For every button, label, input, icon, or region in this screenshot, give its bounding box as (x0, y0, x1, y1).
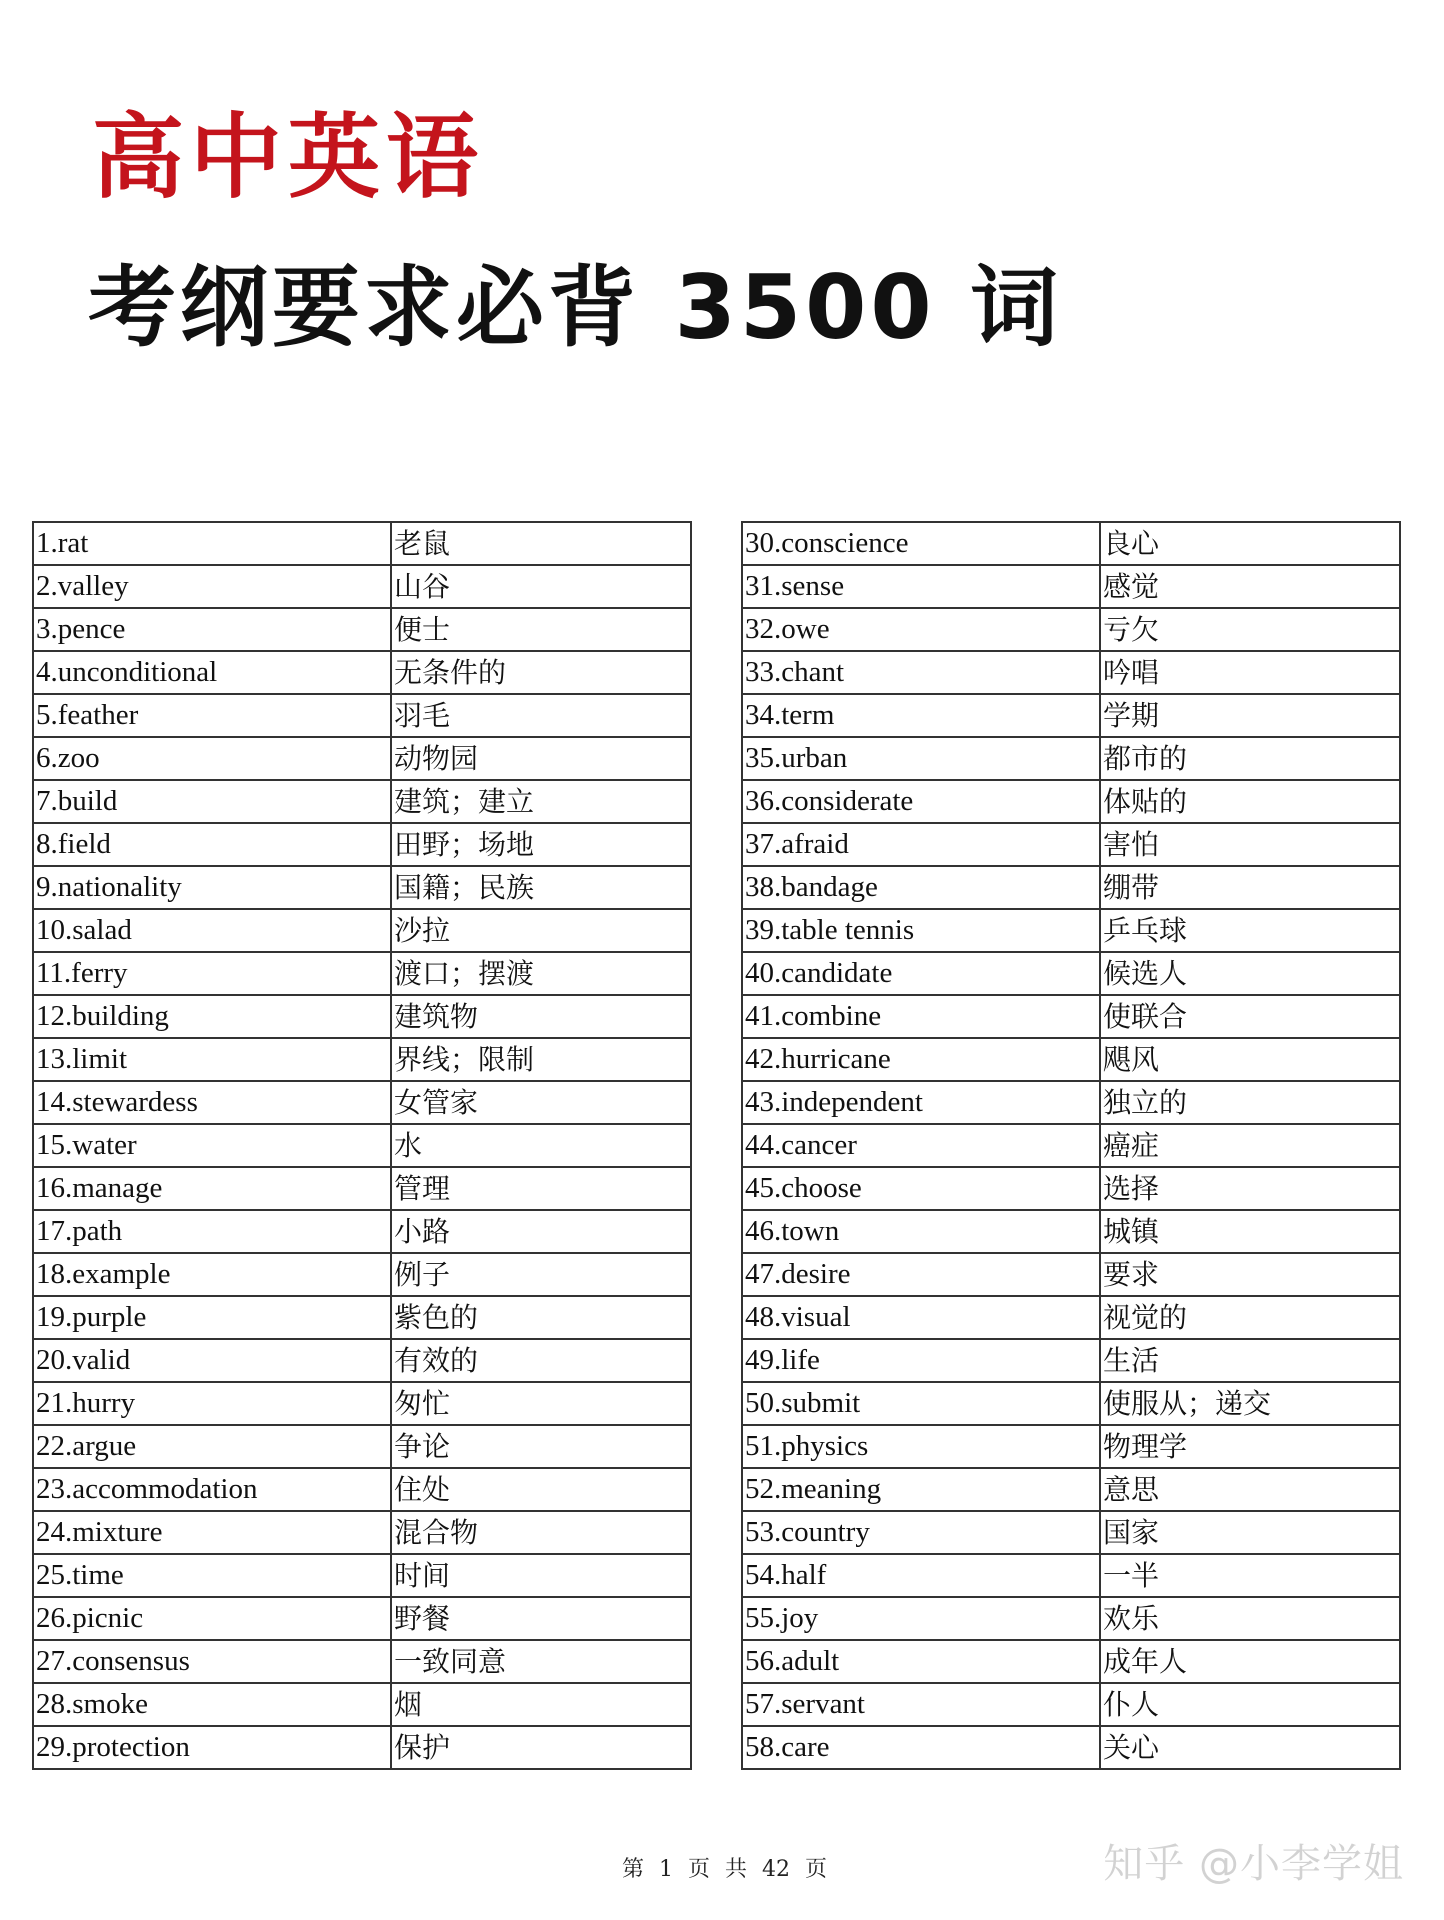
word-cell: 41.combine (742, 995, 1100, 1038)
meaning-cell: 物理学 (1100, 1425, 1400, 1468)
table-row (742, 565, 1400, 608)
word-cell: 14.stewardess (33, 1081, 391, 1124)
table-row (33, 1640, 691, 1683)
table-row (33, 651, 691, 694)
table-row (742, 1081, 1400, 1124)
word-cell: 57.servant (742, 1683, 1100, 1726)
meaning-cell: 良心 (1100, 522, 1400, 565)
word-cell: 11.ferry (33, 952, 391, 995)
word-cell: 18.example (33, 1253, 391, 1296)
word-cell: 4.unconditional (33, 651, 391, 694)
vocab-table-left (32, 521, 692, 1770)
table-row (742, 1253, 1400, 1296)
table-row (33, 952, 691, 995)
word-cell: 52.meaning (742, 1468, 1100, 1511)
meaning-cell: 意思 (1100, 1468, 1400, 1511)
meaning-cell: 体贴的 (1100, 780, 1400, 823)
word-cell: 51.physics (742, 1425, 1100, 1468)
meaning-cell: 水 (391, 1124, 691, 1167)
word-cell: 3.pence (33, 608, 391, 651)
meaning-cell: 紫色的 (391, 1296, 691, 1339)
table-row (742, 1683, 1400, 1726)
meaning-cell: 癌症 (1100, 1124, 1400, 1167)
word-cell: 17.path (33, 1210, 391, 1253)
word-cell: 29.protection (33, 1726, 391, 1769)
page-title: 高中英语 (92, 104, 485, 211)
table-row (33, 1167, 691, 1210)
meaning-cell: 混合物 (391, 1511, 691, 1554)
word-cell: 26.picnic (33, 1597, 391, 1640)
table-row (742, 952, 1400, 995)
meaning-cell: 仆人 (1100, 1683, 1400, 1726)
meaning-cell: 无条件的 (391, 651, 691, 694)
meaning-cell: 城镇 (1100, 1210, 1400, 1253)
word-cell: 13.limit (33, 1038, 391, 1081)
table-row (33, 1253, 691, 1296)
meaning-cell: 独立的 (1100, 1081, 1400, 1124)
meaning-cell: 保护 (391, 1726, 691, 1769)
meaning-cell: 山谷 (391, 565, 691, 608)
table-row (742, 823, 1400, 866)
table-row (742, 1124, 1400, 1167)
word-cell: 45.choose (742, 1167, 1100, 1210)
word-cell: 56.adult (742, 1640, 1100, 1683)
table-row (742, 608, 1400, 651)
meaning-cell: 乒乓球 (1100, 909, 1400, 952)
word-cell: 35.urban (742, 737, 1100, 780)
table-row (742, 1726, 1400, 1769)
table-row (33, 1425, 691, 1468)
meaning-cell: 界线；限制 (391, 1038, 691, 1081)
meaning-cell: 女管家 (391, 1081, 691, 1124)
table-row (742, 1339, 1400, 1382)
word-cell: 40.candidate (742, 952, 1100, 995)
word-cell: 22.argue (33, 1425, 391, 1468)
meaning-cell: 渡口；摆渡 (391, 952, 691, 995)
table-row (33, 1124, 691, 1167)
word-cell: 39.table tennis (742, 909, 1100, 952)
page-number: 第 1 页 共 42 页 (622, 1857, 827, 1882)
table-row (33, 565, 691, 608)
word-cell: 8.field (33, 823, 391, 866)
word-cell: 53.country (742, 1511, 1100, 1554)
word-cell: 37.afraid (742, 823, 1100, 866)
word-cell: 10.salad (33, 909, 391, 952)
table-row (742, 1554, 1400, 1597)
word-cell: 50.submit (742, 1382, 1100, 1425)
word-cell: 55.joy (742, 1597, 1100, 1640)
table-row (742, 1382, 1400, 1425)
table-row (742, 995, 1400, 1038)
table-row (742, 1296, 1400, 1339)
meaning-cell: 都市的 (1100, 737, 1400, 780)
table-row (33, 1210, 691, 1253)
meaning-cell: 争论 (391, 1425, 691, 1468)
table-row (33, 1296, 691, 1339)
meaning-cell: 有效的 (391, 1339, 691, 1382)
meaning-cell: 建筑；建立 (391, 780, 691, 823)
meaning-cell: 住处 (391, 1468, 691, 1511)
table-row (742, 1468, 1400, 1511)
meaning-cell: 田野；场地 (391, 823, 691, 866)
table-row (742, 1210, 1400, 1253)
table-row (33, 522, 691, 565)
meaning-cell: 一半 (1100, 1554, 1400, 1597)
word-cell: 54.half (742, 1554, 1100, 1597)
word-cell: 27.consensus (33, 1640, 391, 1683)
meaning-cell: 便士 (391, 608, 691, 651)
word-cell: 16.manage (33, 1167, 391, 1210)
table-row (742, 780, 1400, 823)
meaning-cell: 选择 (1100, 1167, 1400, 1210)
table-row (742, 1167, 1400, 1210)
word-cell: 28.smoke (33, 1683, 391, 1726)
table-row (742, 866, 1400, 909)
meaning-cell: 羽毛 (391, 694, 691, 737)
word-cell: 46.town (742, 1210, 1100, 1253)
word-cell: 58.care (742, 1726, 1100, 1769)
table-row (742, 694, 1400, 737)
meaning-cell: 国籍；民族 (391, 866, 691, 909)
table-row (33, 608, 691, 651)
table-row (33, 737, 691, 780)
meaning-cell: 要求 (1100, 1253, 1400, 1296)
word-cell: 15.water (33, 1124, 391, 1167)
meaning-cell: 候选人 (1100, 952, 1400, 995)
word-cell: 36.considerate (742, 780, 1100, 823)
vocab-table-right (741, 521, 1401, 1770)
table-row (33, 1726, 691, 1769)
table-row (742, 737, 1400, 780)
meaning-cell: 欢乐 (1100, 1597, 1400, 1640)
word-cell: 20.valid (33, 1339, 391, 1382)
table-row (33, 909, 691, 952)
word-cell: 38.bandage (742, 866, 1100, 909)
word-cell: 12.building (33, 995, 391, 1038)
meaning-cell: 感觉 (1100, 565, 1400, 608)
table-row (742, 1038, 1400, 1081)
meaning-cell: 害怕 (1100, 823, 1400, 866)
meaning-cell: 野餐 (391, 1597, 691, 1640)
table-row (33, 780, 691, 823)
word-cell: 5.feather (33, 694, 391, 737)
word-cell: 43.independent (742, 1081, 1100, 1124)
meaning-cell: 成年人 (1100, 1640, 1400, 1683)
meaning-cell: 生活 (1100, 1339, 1400, 1382)
table-row (742, 651, 1400, 694)
word-cell: 32.owe (742, 608, 1100, 651)
meaning-cell: 老鼠 (391, 522, 691, 565)
table-row (33, 866, 691, 909)
table-row (33, 1339, 691, 1382)
table-row (742, 909, 1400, 952)
word-cell: 25.time (33, 1554, 391, 1597)
meaning-cell: 一致同意 (391, 1640, 691, 1683)
meaning-cell: 匆忙 (391, 1382, 691, 1425)
meaning-cell: 例子 (391, 1253, 691, 1296)
table-row (742, 522, 1400, 565)
meaning-cell: 国家 (1100, 1511, 1400, 1554)
word-cell: 7.build (33, 780, 391, 823)
meaning-cell: 绷带 (1100, 866, 1400, 909)
table-row (33, 823, 691, 866)
meaning-cell: 烟 (391, 1683, 691, 1726)
table-row (33, 1683, 691, 1726)
word-cell: 2.valley (33, 565, 391, 608)
meaning-cell: 关心 (1100, 1726, 1400, 1769)
page-subtitle: 考纲要求必背 3500 词 (88, 256, 1063, 359)
table-row (33, 1038, 691, 1081)
word-cell: 23.accommodation (33, 1468, 391, 1511)
word-cell: 19.purple (33, 1296, 391, 1339)
table-row (33, 1468, 691, 1511)
word-cell: 34.term (742, 694, 1100, 737)
table-row (33, 1554, 691, 1597)
table-row (33, 1511, 691, 1554)
word-cell: 49.life (742, 1339, 1100, 1382)
table-row (33, 1597, 691, 1640)
word-cell: 6.zoo (33, 737, 391, 780)
word-cell: 21.hurry (33, 1382, 391, 1425)
word-cell: 42.hurricane (742, 1038, 1100, 1081)
meaning-cell: 小路 (391, 1210, 691, 1253)
word-cell: 44.cancer (742, 1124, 1100, 1167)
table-row (742, 1511, 1400, 1554)
meaning-cell: 时间 (391, 1554, 691, 1597)
table-row (742, 1640, 1400, 1683)
word-cell: 47.desire (742, 1253, 1100, 1296)
word-cell: 48.visual (742, 1296, 1100, 1339)
meaning-cell: 吟唱 (1100, 651, 1400, 694)
table-row (742, 1425, 1400, 1468)
meaning-cell: 飓风 (1100, 1038, 1400, 1081)
meaning-cell: 视觉的 (1100, 1296, 1400, 1339)
meaning-cell: 沙拉 (391, 909, 691, 952)
table-row (742, 1597, 1400, 1640)
word-cell: 31.sense (742, 565, 1100, 608)
meaning-cell: 动物园 (391, 737, 691, 780)
word-cell: 24.mixture (33, 1511, 391, 1554)
table-row (33, 1081, 691, 1124)
meaning-cell: 学期 (1100, 694, 1400, 737)
word-cell: 1.rat (33, 522, 391, 565)
meaning-cell: 使联合 (1100, 995, 1400, 1038)
meaning-cell: 建筑物 (391, 995, 691, 1038)
word-cell: 9.nationality (33, 866, 391, 909)
meaning-cell: 使服从；递交 (1100, 1382, 1400, 1425)
word-cell: 33.chant (742, 651, 1100, 694)
table-row (33, 694, 691, 737)
table-row (33, 995, 691, 1038)
meaning-cell: 管理 (391, 1167, 691, 1210)
table-row (33, 1382, 691, 1425)
watermark: 知乎 @小李学姐 (1103, 1841, 1404, 1887)
word-cell: 30.conscience (742, 522, 1100, 565)
meaning-cell: 亏欠 (1100, 608, 1400, 651)
